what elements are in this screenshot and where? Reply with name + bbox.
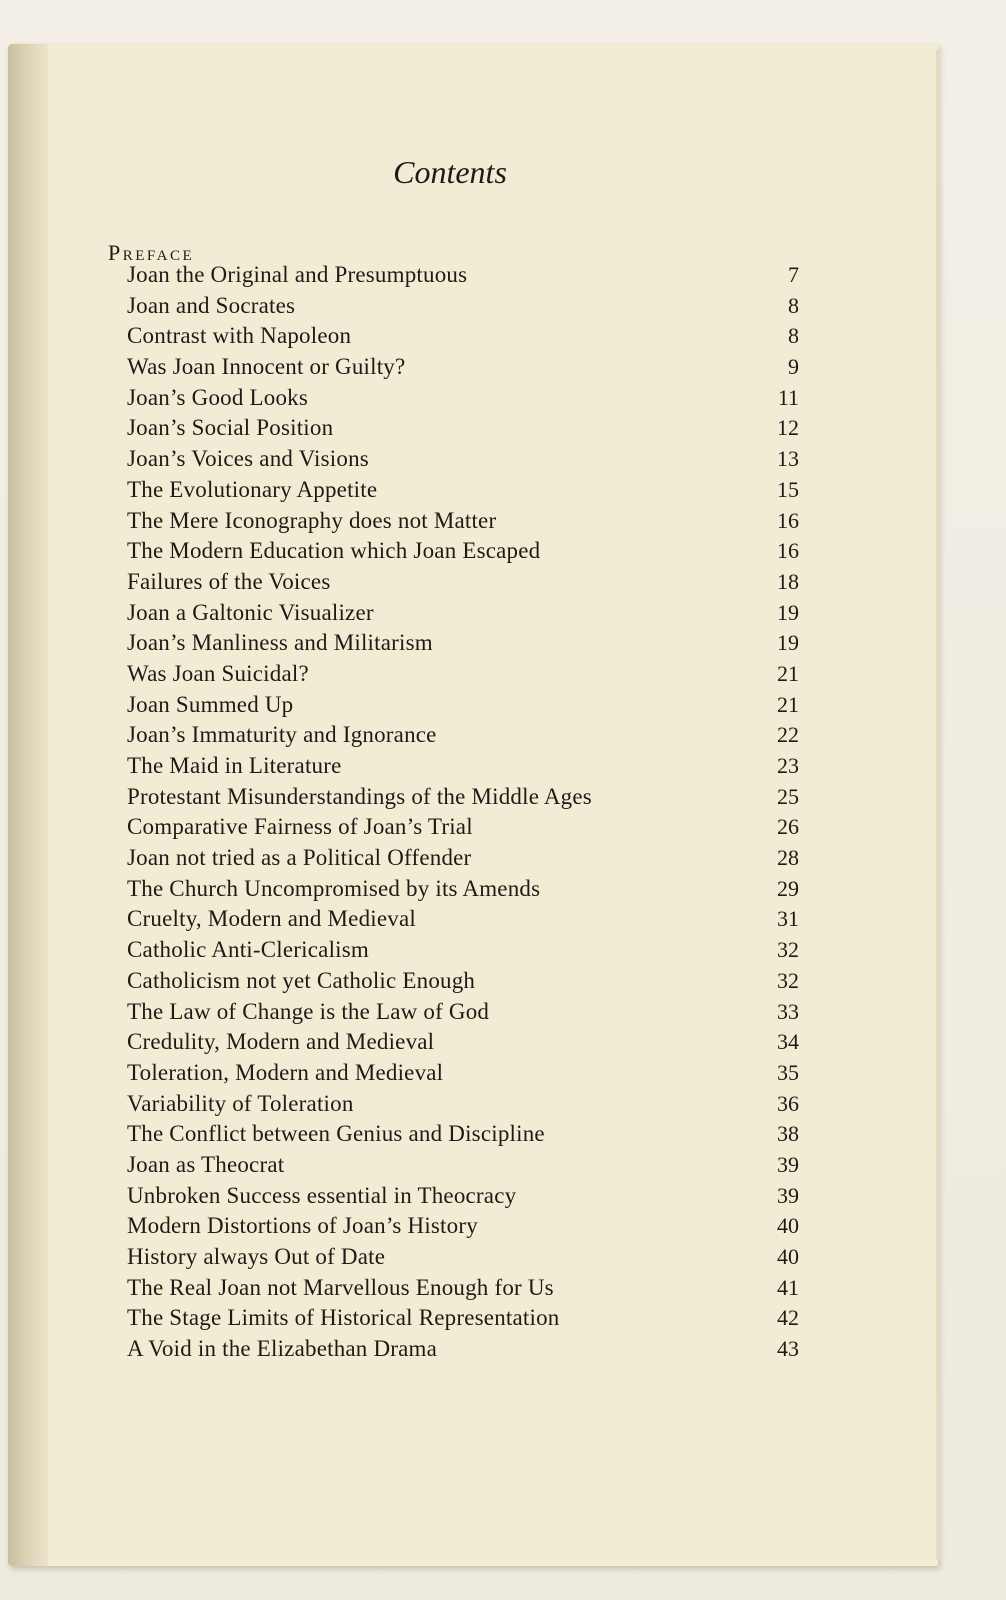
toc-entry-title: The Maid in Literature bbox=[127, 753, 342, 778]
toc-entry bbox=[127, 1334, 799, 1365]
toc-entry-page-number: 12 bbox=[777, 415, 799, 441]
toc-entry bbox=[127, 874, 799, 905]
toc-entry bbox=[127, 536, 799, 567]
toc-entry bbox=[127, 690, 799, 721]
toc-entry-page-number: 32 bbox=[777, 967, 799, 993]
toc-entry bbox=[127, 720, 799, 751]
toc-entry bbox=[127, 598, 799, 629]
toc-entry bbox=[127, 1273, 799, 1304]
toc-entry-page-number: 26 bbox=[777, 814, 799, 840]
toc-entry bbox=[127, 1181, 799, 1212]
toc-entry-page-number: 23 bbox=[777, 753, 799, 778]
toc-entry-page-number: 21 bbox=[777, 691, 799, 717]
toc-entry bbox=[127, 1119, 799, 1150]
toc-entry bbox=[127, 782, 799, 813]
toc-entry-title: Contrast with Napoleon bbox=[127, 323, 352, 349]
toc-entry bbox=[127, 1089, 799, 1120]
toc-entry-title: Protestant Misunderstandings of the Middle Ages bbox=[127, 783, 592, 809]
toc-entry-title: The Evolutionary Appetite bbox=[127, 476, 378, 502]
toc-entry-title: Comparative Fairness of Joan’s Trial bbox=[127, 814, 473, 840]
toc-entry bbox=[127, 321, 799, 352]
toc-entry bbox=[127, 1242, 799, 1273]
toc-entry bbox=[127, 352, 799, 383]
toc-entry-page-number: 38 bbox=[777, 1121, 799, 1147]
toc-entry-page-number: 36 bbox=[777, 1090, 799, 1116]
toc-entry-page-number: 33 bbox=[777, 998, 799, 1024]
toc-entry-title: A Void in the Elizabethan Drama bbox=[127, 1336, 438, 1362]
toc-entry bbox=[127, 260, 799, 291]
toc-entry-title: Joan’s Immaturity and Ignorance bbox=[127, 722, 437, 748]
toc-entry bbox=[127, 1211, 799, 1242]
toc-entry-page-number: 8 bbox=[788, 323, 799, 349]
toc-entry-page-number: 19 bbox=[777, 599, 799, 625]
toc-entry bbox=[127, 1150, 799, 1181]
contents-heading: Contents bbox=[393, 154, 507, 190]
toc-entry bbox=[127, 383, 799, 414]
toc-entry-title: Joan as Theocrat bbox=[127, 1151, 285, 1177]
toc-entry bbox=[127, 1058, 799, 1089]
toc-entry-title: Joan’s Manliness and Militarism bbox=[127, 630, 433, 656]
book-gutter-shadow bbox=[8, 44, 48, 1566]
toc-entry-title: Joan’s Good Looks bbox=[127, 384, 309, 410]
toc-entry-page-number: 19 bbox=[777, 630, 799, 656]
toc-entry-page-number: 9 bbox=[788, 354, 799, 380]
toc-entry-title: Joan a Galtonic Visualizer bbox=[127, 599, 374, 625]
toc-entry-title: History always Out of Date bbox=[127, 1244, 386, 1269]
toc-entry bbox=[127, 997, 799, 1028]
toc-entry-title: Joan the Original and Presumptuous bbox=[127, 262, 468, 287]
toc-entry bbox=[127, 812, 799, 843]
toc-entry-title: The Mere Iconography does not Matter bbox=[127, 507, 497, 533]
section-label-preface: Preface bbox=[108, 240, 195, 265]
toc-entry-title: The Stage Limits of Historical Representation bbox=[127, 1305, 560, 1331]
toc-entry bbox=[127, 567, 799, 598]
toc-entry-title: The Church Uncompromised by its Amends bbox=[127, 875, 541, 901]
toc-entry-title: Failures of the Voices bbox=[127, 568, 331, 594]
toc-entry-title: Variability of Toleration bbox=[127, 1090, 354, 1116]
toc-entry-page-number: 40 bbox=[777, 1213, 799, 1239]
toc-entry-title: The Real Joan not Marvellous Enough for Us bbox=[127, 1274, 554, 1300]
toc-entry-page-number: 32 bbox=[777, 937, 799, 963]
toc-entry-title: Catholic Anti-Clericalism bbox=[127, 937, 369, 963]
toc-entry-title: The Conflict between Genius and Discipline bbox=[127, 1121, 545, 1147]
toc-entry-page-number: 29 bbox=[777, 875, 799, 901]
toc-entry-page-number: 16 bbox=[777, 507, 799, 533]
toc-entry-title: Toleration, Modern and Medieval bbox=[127, 1059, 444, 1085]
toc-entry-page-number: 7 bbox=[788, 262, 799, 287]
toc-entry bbox=[127, 659, 799, 690]
toc-entry-page-number: 16 bbox=[777, 538, 799, 564]
toc-entry-title: Credulity, Modern and Medieval bbox=[127, 1029, 435, 1055]
toc-entry-page-number: 13 bbox=[777, 446, 799, 472]
toc-entry bbox=[127, 904, 799, 935]
toc-entry bbox=[127, 291, 799, 322]
toc-entry bbox=[127, 843, 799, 874]
toc-entry-page-number: 8 bbox=[788, 292, 799, 318]
toc-entry bbox=[127, 1303, 799, 1334]
toc-entry bbox=[127, 966, 799, 997]
toc-entry-page-number: 28 bbox=[777, 845, 799, 871]
toc-entry-page-number: 42 bbox=[777, 1305, 799, 1331]
toc-entry-title: The Modern Education which Joan Escaped bbox=[127, 538, 541, 564]
toc-entry-page-number: 22 bbox=[777, 722, 799, 748]
toc-entry bbox=[127, 935, 799, 966]
toc-entry bbox=[127, 1027, 799, 1058]
toc-list bbox=[127, 260, 799, 1365]
toc-entry-title: Joan Summed Up bbox=[127, 691, 294, 717]
toc-entry-page-number: 18 bbox=[777, 568, 799, 594]
toc-entry-title: Joan not tried as a Political Offender bbox=[127, 845, 472, 871]
toc-entry-title: Modern Distortions of Joan’s History bbox=[127, 1213, 478, 1239]
toc-entry-title: Joan’s Social Position bbox=[127, 415, 334, 441]
toc-entry bbox=[127, 506, 799, 537]
toc-entry bbox=[127, 628, 799, 659]
toc-entry-page-number: 15 bbox=[777, 476, 799, 502]
toc-entry-title: Joan and Socrates bbox=[127, 292, 296, 318]
toc-entry-page-number: 39 bbox=[777, 1151, 799, 1177]
toc-entry bbox=[127, 475, 799, 506]
toc-entry-page-number: 41 bbox=[777, 1274, 799, 1300]
toc-entry-title: Cruelty, Modern and Medieval bbox=[127, 906, 416, 932]
toc-entry bbox=[127, 413, 799, 444]
toc-entry-title: Was Joan Innocent or Guilty? bbox=[127, 354, 406, 380]
toc-entry-title: Was Joan Suicidal? bbox=[127, 660, 309, 686]
page-edge bbox=[936, 50, 940, 1560]
toc-entry-title: Unbroken Success essential in Theocracy bbox=[127, 1182, 517, 1208]
toc-entry bbox=[127, 751, 799, 782]
toc-entry-page-number: 34 bbox=[777, 1029, 799, 1055]
toc-entry-page-number: 31 bbox=[777, 906, 799, 932]
toc-entry-title: Catholicism not yet Catholic Enough bbox=[127, 967, 476, 993]
toc-entry bbox=[127, 444, 799, 475]
toc-entry-page-number: 25 bbox=[777, 783, 799, 809]
toc-entry-page-number: 35 bbox=[777, 1059, 799, 1085]
toc-entry-page-number: 40 bbox=[777, 1244, 799, 1269]
toc-entry-title: Joan’s Voices and Visions bbox=[127, 446, 369, 472]
toc-entry-page-number: 39 bbox=[777, 1182, 799, 1208]
toc-entry-page-number: 11 bbox=[777, 384, 799, 410]
toc-entry-page-number: 43 bbox=[777, 1336, 799, 1362]
toc-entry-page-number: 21 bbox=[777, 660, 799, 686]
toc-entry-title: The Law of Change is the Law of God bbox=[127, 998, 490, 1024]
